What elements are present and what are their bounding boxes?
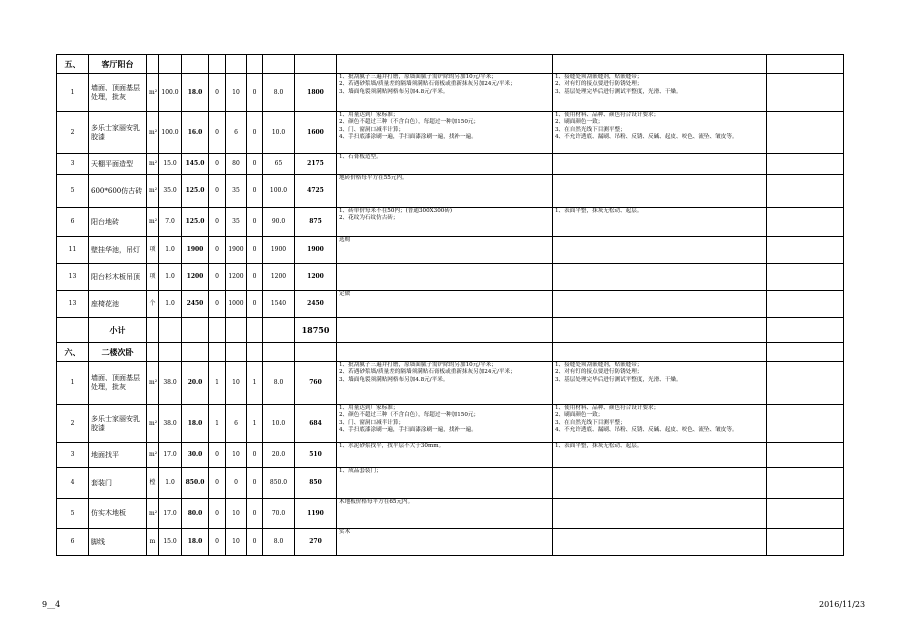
empty-cell (295, 55, 337, 74)
quantity: 7.0 (159, 208, 182, 237)
quantity: 1.0 (159, 264, 182, 291)
cost-col-3: 1 (247, 362, 263, 405)
cost-col-1: 0 (209, 154, 226, 175)
cost-col-1: 1 (209, 405, 226, 443)
cost-col-4: 90.0 (263, 208, 295, 237)
empty-cell (767, 112, 844, 154)
cost-col-4: 100.0 (263, 175, 295, 208)
line-total: 684 (295, 405, 337, 443)
cost-col-2: 1200 (226, 264, 247, 291)
unit-price: 18.0 (182, 405, 209, 443)
table-row (57, 468, 844, 499)
cost-col-3: 0 (247, 499, 263, 529)
process-note: 地砖价格每平方在55元内。 (337, 175, 553, 208)
empty-cell (263, 343, 295, 362)
section-number: 六、 (57, 343, 89, 362)
table-row (57, 264, 844, 291)
unit: 项 (147, 264, 159, 291)
empty-cell (337, 55, 553, 74)
cost-col-3: 0 (247, 237, 263, 264)
cost-col-4: 850.0 (263, 468, 295, 499)
empty-cell (209, 343, 226, 362)
cost-col-4: 1540 (263, 291, 295, 318)
empty-cell (295, 343, 337, 362)
process-note: 木地板价格每平方在65元内。 (337, 499, 553, 529)
process-note: 1、批刮腻子三遍并打磨，原墙面腻子需铲除的另加10元/平米； 2、若遇砂浆墙/质量差的隔墙须满贴石膏板或重新抹灰另加24元/平米； 3、墙面龟裂须满贴网格布另加4.8元/平米。 (337, 362, 553, 405)
unit-price: 145.0 (182, 154, 209, 175)
quantity: 15.0 (159, 529, 182, 556)
item-number: 2 (57, 405, 89, 443)
process-note: 实木 (337, 529, 553, 556)
empty-cell (553, 55, 767, 74)
unit: m² (147, 405, 159, 443)
empty-cell (147, 318, 159, 343)
cost-col-1: 0 (209, 175, 226, 208)
unit-price: 18.0 (182, 74, 209, 112)
item-number: 6 (57, 529, 89, 556)
quantity: 1.0 (159, 468, 182, 499)
empty-cell (337, 343, 553, 362)
empty-cell (226, 318, 247, 343)
quality-requirement (553, 154, 767, 175)
item-name: 墙面、顶面基层处理，批灰 (89, 362, 147, 405)
empty-cell (182, 318, 209, 343)
empty-cell (767, 468, 844, 499)
subtotal-label: 小计 (89, 318, 147, 343)
unit-price: 1900 (182, 237, 209, 264)
empty-cell (247, 55, 263, 74)
line-total: 875 (295, 208, 337, 237)
cost-col-1: 0 (209, 529, 226, 556)
cost-col-1: 1 (209, 362, 226, 405)
cost-col-1: 0 (209, 443, 226, 468)
unit: m² (147, 443, 159, 468)
unit: m² (147, 362, 159, 405)
line-total: 510 (295, 443, 337, 468)
item-name: 地面找平 (89, 443, 147, 468)
cost-col-2: 10 (226, 499, 247, 529)
item-number: 11 (57, 237, 89, 264)
cost-col-4: 65 (263, 154, 295, 175)
cost-col-3: 0 (247, 208, 263, 237)
quality-requirement (553, 237, 767, 264)
empty-cell (767, 443, 844, 468)
unit-price: 125.0 (182, 208, 209, 237)
empty-cell (767, 154, 844, 175)
cost-col-4: 8.0 (263, 529, 295, 556)
empty-cell (767, 74, 844, 112)
line-total: 1600 (295, 112, 337, 154)
table-row (57, 154, 844, 175)
quality-requirement: 1、接缝处须刮嵌缝剂，贴嵌缝带； 2、对有钉的接点要进行防锈处理； 3、基层处理完毕后进行测试平整度，光滑、干燥。 (553, 74, 767, 112)
cost-col-2: 10 (226, 362, 247, 405)
cost-col-3: 0 (247, 468, 263, 499)
item-name: 套装门 (89, 468, 147, 499)
item-number: 3 (57, 154, 89, 175)
quantity: 100.0 (159, 112, 182, 154)
process-note: 1、成品套装门； (337, 468, 553, 499)
unit: m (147, 529, 159, 556)
empty-cell (226, 55, 247, 74)
item-name: 墙面、顶面基层处理，批灰 (89, 74, 147, 112)
line-total: 850 (295, 468, 337, 499)
cost-col-3: 0 (247, 443, 263, 468)
table-row (57, 443, 844, 468)
table-row (57, 291, 844, 318)
unit: m² (147, 154, 159, 175)
quality-requirement: 1、表面平整，抹灰无松动、起层。 (553, 208, 767, 237)
empty-cell (767, 291, 844, 318)
process-note: 1、批刮腻子三遍并打磨，原墙面腻子需铲除的另加10元/平米； 2、若遇砂浆墙/质量差的隔墙须满贴石膏板或重新抹灰另加24元/平米； 3、墙面龟裂须满贴网格布另加4.8元/平米。 (337, 74, 553, 112)
line-total: 4725 (295, 175, 337, 208)
line-total: 1200 (295, 264, 337, 291)
quality-requirement: 1、接缝处须刮嵌缝剂，贴嵌缝带； 2、对有钉的接点要进行防锈处理； 3、基层处理完毕后进行测试平整度，光滑、干燥。 (553, 362, 767, 405)
quotation-table (56, 54, 844, 556)
cost-col-4: 70.0 (263, 499, 295, 529)
section-title: 客厅阳台 (89, 55, 147, 74)
empty-cell (57, 318, 89, 343)
item-name: 仿实木地板 (89, 499, 147, 529)
quantity: 38.0 (159, 405, 182, 443)
empty-cell (159, 318, 182, 343)
print-date: 2016/11/23 (819, 600, 866, 609)
table-row (57, 237, 844, 264)
cost-col-1: 0 (209, 264, 226, 291)
quality-requirement (553, 529, 767, 556)
subtotal-value: 18750 (295, 318, 337, 343)
cost-col-3: 0 (247, 112, 263, 154)
process-note: 1、水泥砂浆找平，找平层不大于30mm。 (337, 443, 553, 468)
line-total: 1800 (295, 74, 337, 112)
item-number: 5 (57, 499, 89, 529)
quantity: 1.0 (159, 237, 182, 264)
table-row (57, 74, 844, 112)
line-total: 1900 (295, 237, 337, 264)
item-name: 脚线 (89, 529, 147, 556)
quality-requirement (553, 175, 767, 208)
cost-col-4: 8.0 (263, 362, 295, 405)
line-total: 1190 (295, 499, 337, 529)
cost-col-3: 0 (247, 291, 263, 318)
cost-col-2: 1000 (226, 291, 247, 318)
item-number: 13 (57, 291, 89, 318)
cost-col-4: 10.0 (263, 112, 295, 154)
section-header-row (57, 343, 844, 362)
process-note: 1、用量达到厂家标准； 2、颜色不超过三种（不含白色），每超过一种加150元； 3、门、窗洞口减半计算； 4、手扫底漆涂刷一遍，手扫面漆涂刷一遍，找补一遍。 (337, 112, 553, 154)
quality-requirement (553, 264, 767, 291)
empty-cell (767, 175, 844, 208)
cost-col-3: 1 (247, 405, 263, 443)
cost-col-1: 0 (209, 208, 226, 237)
cost-col-2: 10 (226, 529, 247, 556)
subtotal-row (57, 318, 844, 343)
cost-col-4: 8.0 (263, 74, 295, 112)
cost-col-1: 0 (209, 74, 226, 112)
item-name: 座椅花池 (89, 291, 147, 318)
item-name: 600*600仿古砖 (89, 175, 147, 208)
empty-cell (767, 318, 844, 343)
line-total: 760 (295, 362, 337, 405)
quality-requirement: 1、使用材料、品种、颜色符合设计要求； 2、刷面颜色一致； 3、在自然光线下目测平整； 4、不允许透底、漏刷、吊粉、反锈、反碱、起皮、咬色、流坠、皱皮等。 (553, 112, 767, 154)
empty-cell (182, 55, 209, 74)
empty-cell (767, 264, 844, 291)
table-row (57, 529, 844, 556)
unit: m² (147, 74, 159, 112)
unit-price: 1200 (182, 264, 209, 291)
cost-col-2: 6 (226, 112, 247, 154)
unit: m² (147, 499, 159, 529)
cost-col-1: 0 (209, 499, 226, 529)
unit-price: 16.0 (182, 112, 209, 154)
empty-cell (263, 318, 295, 343)
cost-col-3: 0 (247, 175, 263, 208)
empty-cell (209, 55, 226, 74)
unit-price: 30.0 (182, 443, 209, 468)
quantity: 17.0 (159, 499, 182, 529)
page-number: 9__4 (42, 600, 61, 609)
empty-cell (182, 343, 209, 362)
empty-cell (767, 343, 844, 362)
empty-cell (159, 343, 182, 362)
empty-cell (767, 208, 844, 237)
line-total: 2450 (295, 291, 337, 318)
quantity: 17.0 (159, 443, 182, 468)
cost-col-4: 1200 (263, 264, 295, 291)
cost-col-3: 0 (247, 264, 263, 291)
table-row (57, 208, 844, 237)
quantity: 38.0 (159, 362, 182, 405)
item-number: 13 (57, 264, 89, 291)
empty-cell (553, 318, 767, 343)
cost-col-4: 10.0 (263, 405, 295, 443)
cost-col-3: 0 (247, 74, 263, 112)
cost-col-2: 1900 (226, 237, 247, 264)
table-row (57, 175, 844, 208)
quality-requirement: 1、使用材料、品种、颜色符合设计要求； 2、刷面颜色一致； 3、在自然光线下目测平整； 4、不允许透底、漏刷、吊粉、反锈、反碱、起皮、咬色、流坠、皱皮等。 (553, 405, 767, 443)
process-note: 定做 (337, 291, 553, 318)
unit-price: 80.0 (182, 499, 209, 529)
unit: m² (147, 175, 159, 208)
item-name: 多乐士家丽安乳胶漆 (89, 405, 147, 443)
process-note: 1、用量达到厂家标准； 2、颜色不超过三种（不含白色），每超过一种加150元； 3、门、窗洞口减半计算； 4、手扫底漆涂刷一遍，手扫面漆涂刷一遍，找补一遍。 (337, 405, 553, 443)
table-row (57, 362, 844, 405)
cost-col-1: 0 (209, 291, 226, 318)
empty-cell (209, 318, 226, 343)
empty-cell (247, 318, 263, 343)
unit-price: 2450 (182, 291, 209, 318)
item-name: 阳台杉木板吊顶 (89, 264, 147, 291)
cost-col-1: 0 (209, 468, 226, 499)
empty-cell (767, 529, 844, 556)
empty-cell (767, 362, 844, 405)
cost-col-1: 0 (209, 112, 226, 154)
unit-price: 18.0 (182, 529, 209, 556)
unit-price: 125.0 (182, 175, 209, 208)
item-number: 4 (57, 468, 89, 499)
cost-col-4: 1900 (263, 237, 295, 264)
section-title: 二楼次卧 (89, 343, 147, 362)
item-name: 天棚平面造型 (89, 154, 147, 175)
unit-price: 850.0 (182, 468, 209, 499)
cost-col-3: 0 (247, 154, 263, 175)
table-row (57, 499, 844, 529)
item-number: 2 (57, 112, 89, 154)
process-note (337, 264, 553, 291)
empty-cell (263, 55, 295, 74)
empty-cell (767, 237, 844, 264)
process-note: 1、砖单价每米不在50内；(普通300X300砖) 2、花纹为石纹仿古砖； (337, 208, 553, 237)
empty-cell (247, 343, 263, 362)
unit: 个 (147, 291, 159, 318)
quantity: 1.0 (159, 291, 182, 318)
cost-col-3: 0 (247, 529, 263, 556)
quality-requirement (553, 499, 767, 529)
cost-col-2: 80 (226, 154, 247, 175)
item-number: 6 (57, 208, 89, 237)
process-note: 1、石膏板造型。 (337, 154, 553, 175)
cost-col-2: 6 (226, 405, 247, 443)
line-total: 270 (295, 529, 337, 556)
item-number: 1 (57, 362, 89, 405)
cost-col-1: 0 (209, 237, 226, 264)
unit: m² (147, 112, 159, 154)
quality-requirement: 1、表面平整，抹灰无松动、起层。 (553, 443, 767, 468)
table-row (57, 405, 844, 443)
process-note: 选购 (337, 237, 553, 264)
cost-col-2: 35 (226, 175, 247, 208)
empty-cell (147, 343, 159, 362)
quantity: 15.0 (159, 154, 182, 175)
line-total: 2175 (295, 154, 337, 175)
item-number: 1 (57, 74, 89, 112)
quality-requirement (553, 468, 767, 499)
quality-requirement (553, 291, 767, 318)
unit: 樘 (147, 468, 159, 499)
quantity: 35.0 (159, 175, 182, 208)
unit: 项 (147, 237, 159, 264)
item-name: 多乐士家丽安乳胶漆 (89, 112, 147, 154)
unit-price: 20.0 (182, 362, 209, 405)
cost-col-2: 35 (226, 208, 247, 237)
empty-cell (767, 405, 844, 443)
item-number: 3 (57, 443, 89, 468)
section-number: 五、 (57, 55, 89, 74)
cost-col-2: 10 (226, 74, 247, 112)
item-number: 5 (57, 175, 89, 208)
section-header-row (57, 55, 844, 74)
cost-col-2: 10 (226, 443, 247, 468)
cost-col-4: 20.0 (263, 443, 295, 468)
empty-cell (767, 55, 844, 74)
cost-col-2: 0 (226, 468, 247, 499)
empty-cell (159, 55, 182, 74)
empty-cell (147, 55, 159, 74)
empty-cell (767, 499, 844, 529)
item-name: 壁挂华池，吊灯 (89, 237, 147, 264)
empty-cell (226, 343, 247, 362)
item-name: 阳台地砖 (89, 208, 147, 237)
empty-cell (553, 343, 767, 362)
quantity: 100.0 (159, 74, 182, 112)
empty-cell (337, 318, 553, 343)
unit: m² (147, 208, 159, 237)
table-row (57, 112, 844, 154)
